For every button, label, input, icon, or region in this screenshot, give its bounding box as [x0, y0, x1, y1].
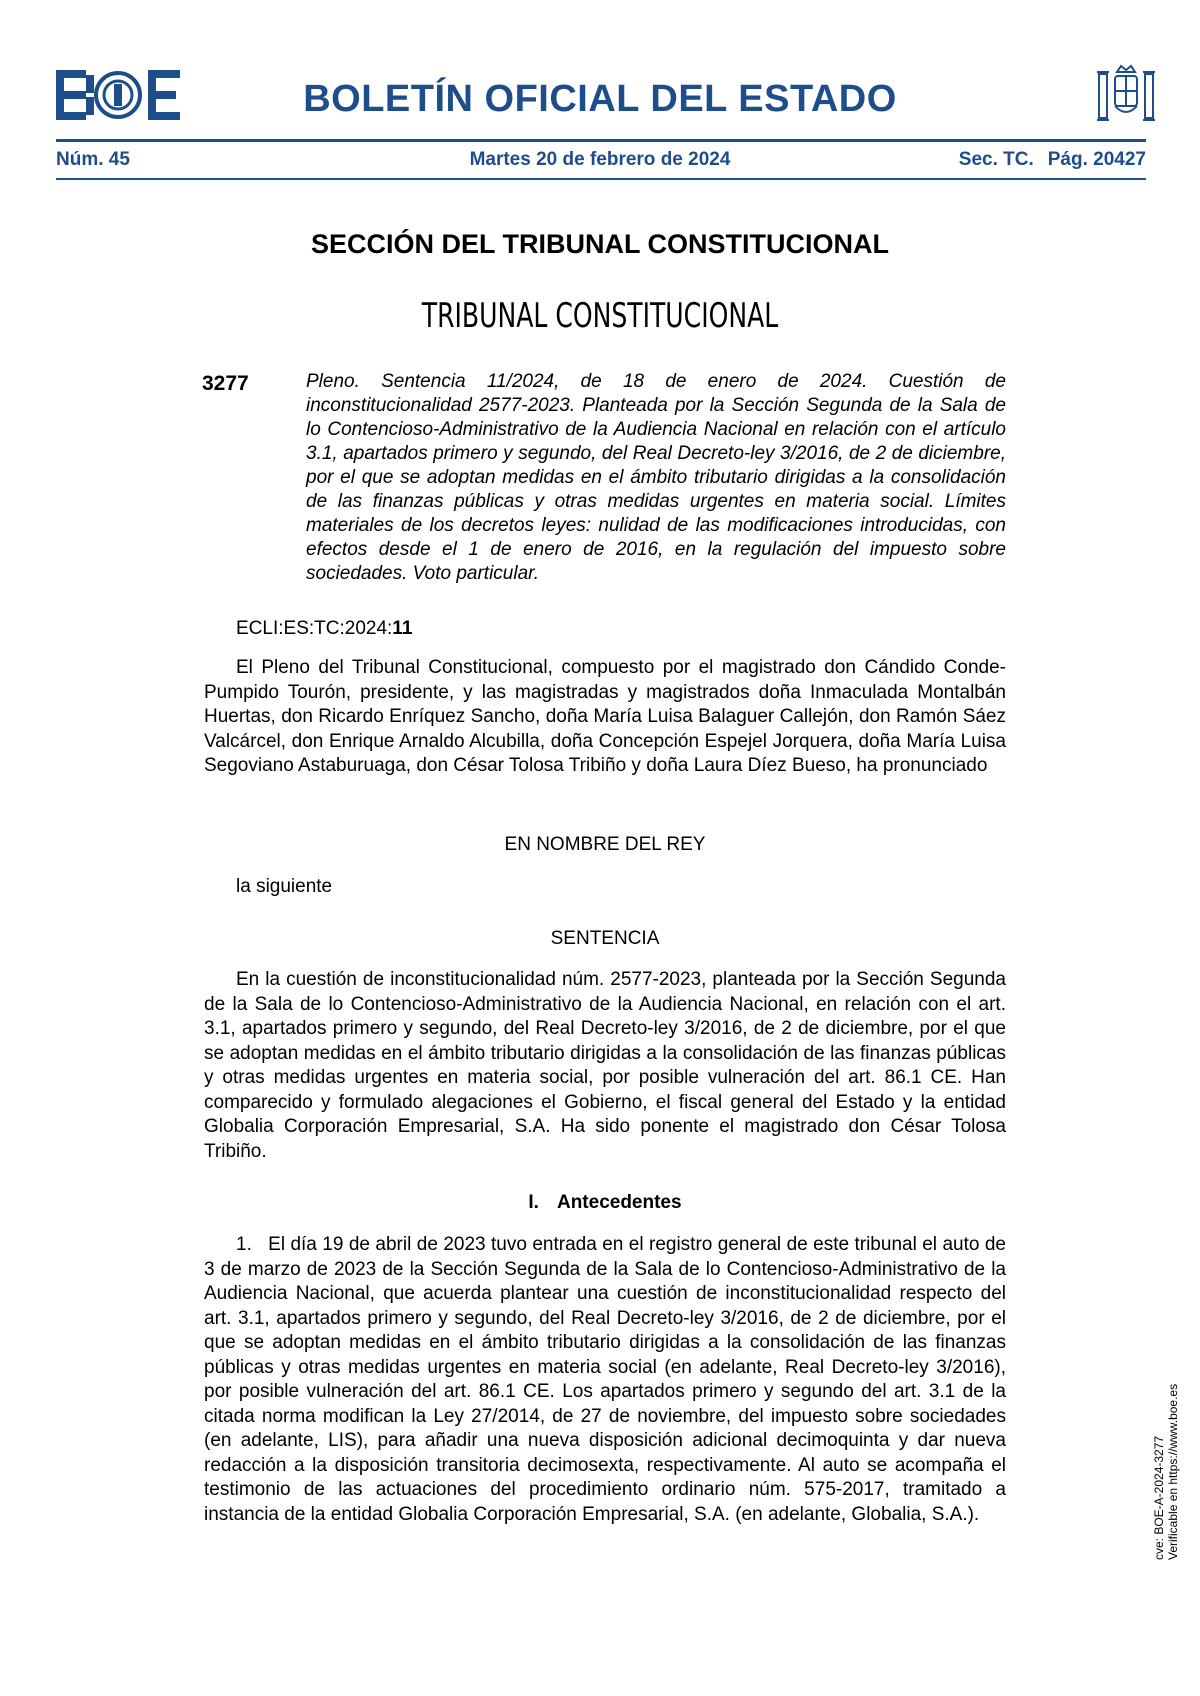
cuestion-paragraph: En la cuestión de inconstitucionalidad núm. 2577-2023, planteada por la Sección Segunda de la Sala de lo Contencioso-Administrativo de la Audiencia Nacional, en relación con el art. 3.1, apartados primero y segundo, del Real Decreto-ley 3/2016, de 2 de diciembre, por el que se adoptan medidas en el ámbito tributario dirigidas a la consolidación de las finanzas públicas y otras medidas urgentes en materia social, por posible vulneración del art. 86.1 CE. Han comparecido y formulado alegaciones el Gobierno, el fiscal general del Estado y la entidad Globalia Corporación Empresarial, S.A. Ha sido ponente el magistrado don César Tolosa Tribiño. [204, 969, 1006, 1162]
antecedente-1-number: 1. [236, 1234, 252, 1255]
antecedentes-number: I. [528, 1192, 539, 1213]
ecli [236, 618, 412, 640]
pleno-paragraph: El Pleno del Tribunal Constitucional, compuesto por el magistrado don Cándido Conde-Pumpido Tourón, presidente, y las magistradas y magistrados doña Inmaculada Montalbán Huertas, don Ricardo Enríquez Sancho, doña María Luisa Balaguer Callejón, don Ramón Sáez Valcárcel, don Enrique Arnaldo Alcubilla, doña Concepción Espejel Jorquera, doña María Luisa Segoviano Astaburuaga, don César Tolosa Tribiño y doña Laura Díez Bueso, ha pronunciado [204, 657, 1006, 776]
antecedente-1-paragraph [204, 1233, 1006, 1527]
page-number: Pág. 20427 [1047, 149, 1146, 170]
verification-url: Verificable en https://www.boe.es [1166, 1383, 1180, 1560]
issue-number: Núm. 45 [56, 149, 130, 170]
issue-date: Martes 20 de febrero de 2024 [469, 149, 731, 170]
section-page [959, 149, 1146, 171]
header-rule-bottom [56, 178, 1146, 180]
document-summary: Pleno. Sentencia 11/2024, de 18 de enero de 2024. Cuestión de inconstitucionalidad 2577-2023. Planteada por la Sección Segunda de la Sala de lo Contencioso-Administrativo de la Audiencia Nacional en relación con el artículo 3.1, apartados primero y segundo, del Real Decreto-ley 3/2016, de 2 de diciembre, por el que se adoptan medidas en el ámbito tributario dirigidas a la consolidación de las finanzas públicas y otras medidas urgentes en materia social. Límites materiales de los decretos leyes: nulidad de las modificaciones introducidas, con efectos desde el 1 de enero de 2016, en la regulación del impuesto sobre sociedades. Voto particular. [306, 371, 1006, 584]
document-number: 3277 [202, 372, 249, 395]
section-label: Sec. TC. [958, 149, 1034, 170]
cve-code: cve: BOE-A-2024-3277 [1152, 1435, 1166, 1560]
la-siguiente: la siguiente [236, 876, 333, 897]
en-nombre-del-rey: EN NOMBRE DEL REY [504, 834, 706, 855]
organization-title: TRIBUNAL CONSTITUCIONAL [421, 296, 779, 336]
verification-note [1152, 1240, 1180, 1560]
antecedentes-title: Antecedentes [556, 1192, 682, 1213]
antecedente-1-text: El día 19 de abril de 2023 tuvo entrada en el registro general de este tribunal el auto de 3 de marzo de 2023 de la Sección Segunda de la Sala de lo Contencioso-Administrativo de la Audiencia Nacional, que acuerda plantear una cuestión de inconstitucionalidad respecto del art. 3.1, apartados primero y segundo, del Real Decreto-ley 3/2016, de 2 de diciembre, por el que se adoptan medidas en el ámbito tributario dirigidas a la consolidación de las finanzas públicas y otras medidas urgentes en materia social (en adelante, Real Decreto-ley 3/2016), por posible vulneración del art. 86.1 CE. Los apartados primero y segundo del art. 3.1 de la citada norma modifican la Ley 27/2014, de 27 de noviembre, del impuesto sobre sociedades (en adelante, LIS), para añadir una nueva disposición adicional decimoquinta y dar nueva redacción a la disposición transitoria decimosexta, respectivamente. Al auto se acompaña el testimonio de las actuaciones del procedimiento ordinario núm. 575-2017, tramitado a instancia de la entidad Globalia Corporación Empresarial, S.A. (en adelante, Globalia, S.A.). [204, 1234, 1006, 1525]
gazette-title: BOLETÍN OFICIAL DEL ESTADO [303, 78, 897, 120]
section-title: SECCIÓN DEL TRIBUNAL CONSTITUCIONAL [310, 229, 889, 259]
ecli-prefix: ECLI:ES:TC:2024: [236, 618, 393, 639]
boe-logo [56, 70, 180, 120]
coat-of-arms-icon [1095, 62, 1157, 128]
ecli-number: 11 [392, 618, 413, 639]
header-rule [56, 139, 1146, 142]
antecedentes-heading [204, 1192, 1006, 1214]
sentencia-heading: SENTENCIA [550, 928, 660, 949]
